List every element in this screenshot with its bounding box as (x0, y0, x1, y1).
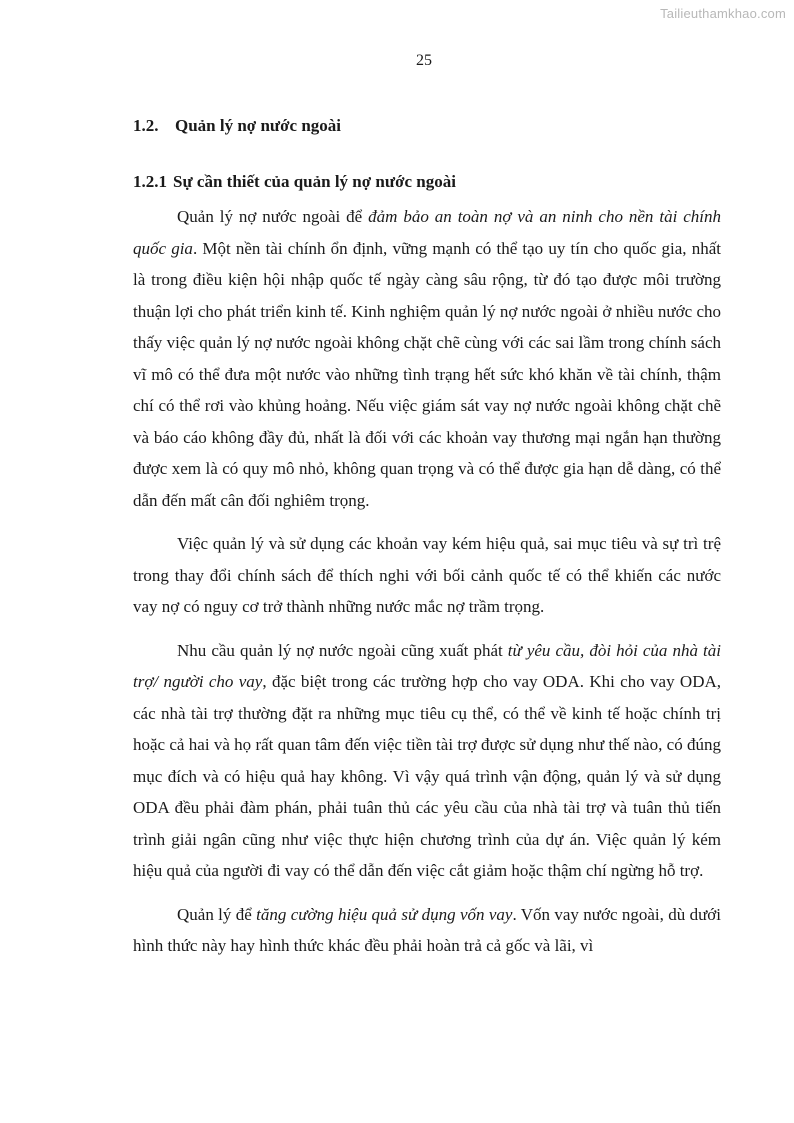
paragraph-3 (133, 635, 721, 887)
subsection-title: Sự cần thiết của quản lý nợ nước ngoài (173, 172, 456, 191)
document-body (133, 113, 721, 974)
paragraph-4-italic: tăng cường hiệu quả sử dụng vốn vay (256, 904, 513, 924)
paragraph-4 (133, 899, 721, 962)
paragraph-3-italic: từ yêu cầu, đòi hỏi của nhà tài trợ/ người cho vay (133, 640, 721, 691)
watermark: Tailieuthamkhao.com (660, 6, 786, 21)
paragraph-1-italic: đảm bảo an toàn nợ và an ninh cho nền tài chính quốc gia (133, 207, 721, 258)
paragraph-4-text-c: . Vốn vay nước ngoài, dù dưới hình thức này hay hình thức khác đều phải hoàn trả cả gốc và lãi, vì (133, 904, 722, 955)
paragraph-2-text: Việc quản lý và sử dụng các khoản vay kém hiệu quả, sai mục tiêu và sự trì trệ trong thay đổi chính sách để thích nghi với bối cảnh quốc tế có thể khiến các nước vay nợ có nguy cơ trở thành những nước mắc nợ trầm trọng. (133, 534, 721, 616)
paragraph-1-text-a: Quản lý nợ nước ngoài để (177, 207, 369, 226)
paragraph-3-text-a: Nhu cầu quản lý nợ nước ngoài cũng xuất phát (177, 640, 508, 660)
paragraph-3-text-c: , đặc biệt trong các trường hợp cho vay ODA. Khi cho vay ODA, các nhà tài trợ thường đặt ra những mục tiêu cụ thể, có thể về kinh tế hoặc chính trị hoặc cả hai và họ rất quan tâm đến việc tiền tài trợ được sử dụng như thế nào, có đúng mục đích và có hiệu quả hay không. Vì vậy quá trình vận động, quản lý và sử dụng ODA đều phải đàm phán, phải tuân thủ các yêu cầu của nhà tài trợ và tuân thủ tiến trình giải ngân cũng như việc thực hiện chương trình của dự án. Việc quản lý kém hiệu quả của người đi vay có thể dẫn đến việc cắt giảm hoặc thậm chí ngừng hỗ trợ. (133, 672, 721, 880)
subsection-number: 1.2.1 (133, 172, 167, 191)
section-number: 1.2. (133, 116, 159, 135)
paragraph-2 (133, 528, 721, 623)
section-title: Quản lý nợ nước ngoài (175, 116, 342, 135)
subsection-heading (133, 169, 721, 195)
page-number: 25 (416, 52, 432, 69)
paragraph-1 (133, 201, 721, 516)
section-heading (133, 113, 721, 139)
paragraph-1-text-c: . Một nền tài chính ổn định, vững mạnh có thể tạo uy tín cho quốc gia, nhất là trong điều kiện hội nhập quốc tế ngày càng sâu rộng, từ đó tạo được môi trường thuận lợi cho phát triển kinh tế. Kinh nghiệm quản lý nợ nước ngoài ở nhiều nước cho thấy việc quản lý nợ nước ngoài không chặt chẽ cùng với các sai lầm trong chính sách vĩ mô có thể đưa một nước vào những tình trạng hết sức khó khăn về tài chính, thậm chí có thể rơi vào khủng hoảng. Nếu việc giám sát vay nợ nước ngoài không chặt chẽ và báo cáo không đầy đủ, nhất là đối với các khoản vay thương mại ngắn hạn thường được xem là có quy mô nhỏ, không quan trọng và có thể được gia hạn dễ dàng, có thể dẫn đến mất cân đối nghiêm trọng. (133, 238, 721, 510)
paragraph-4-text-a: Quản lý để (177, 904, 257, 924)
